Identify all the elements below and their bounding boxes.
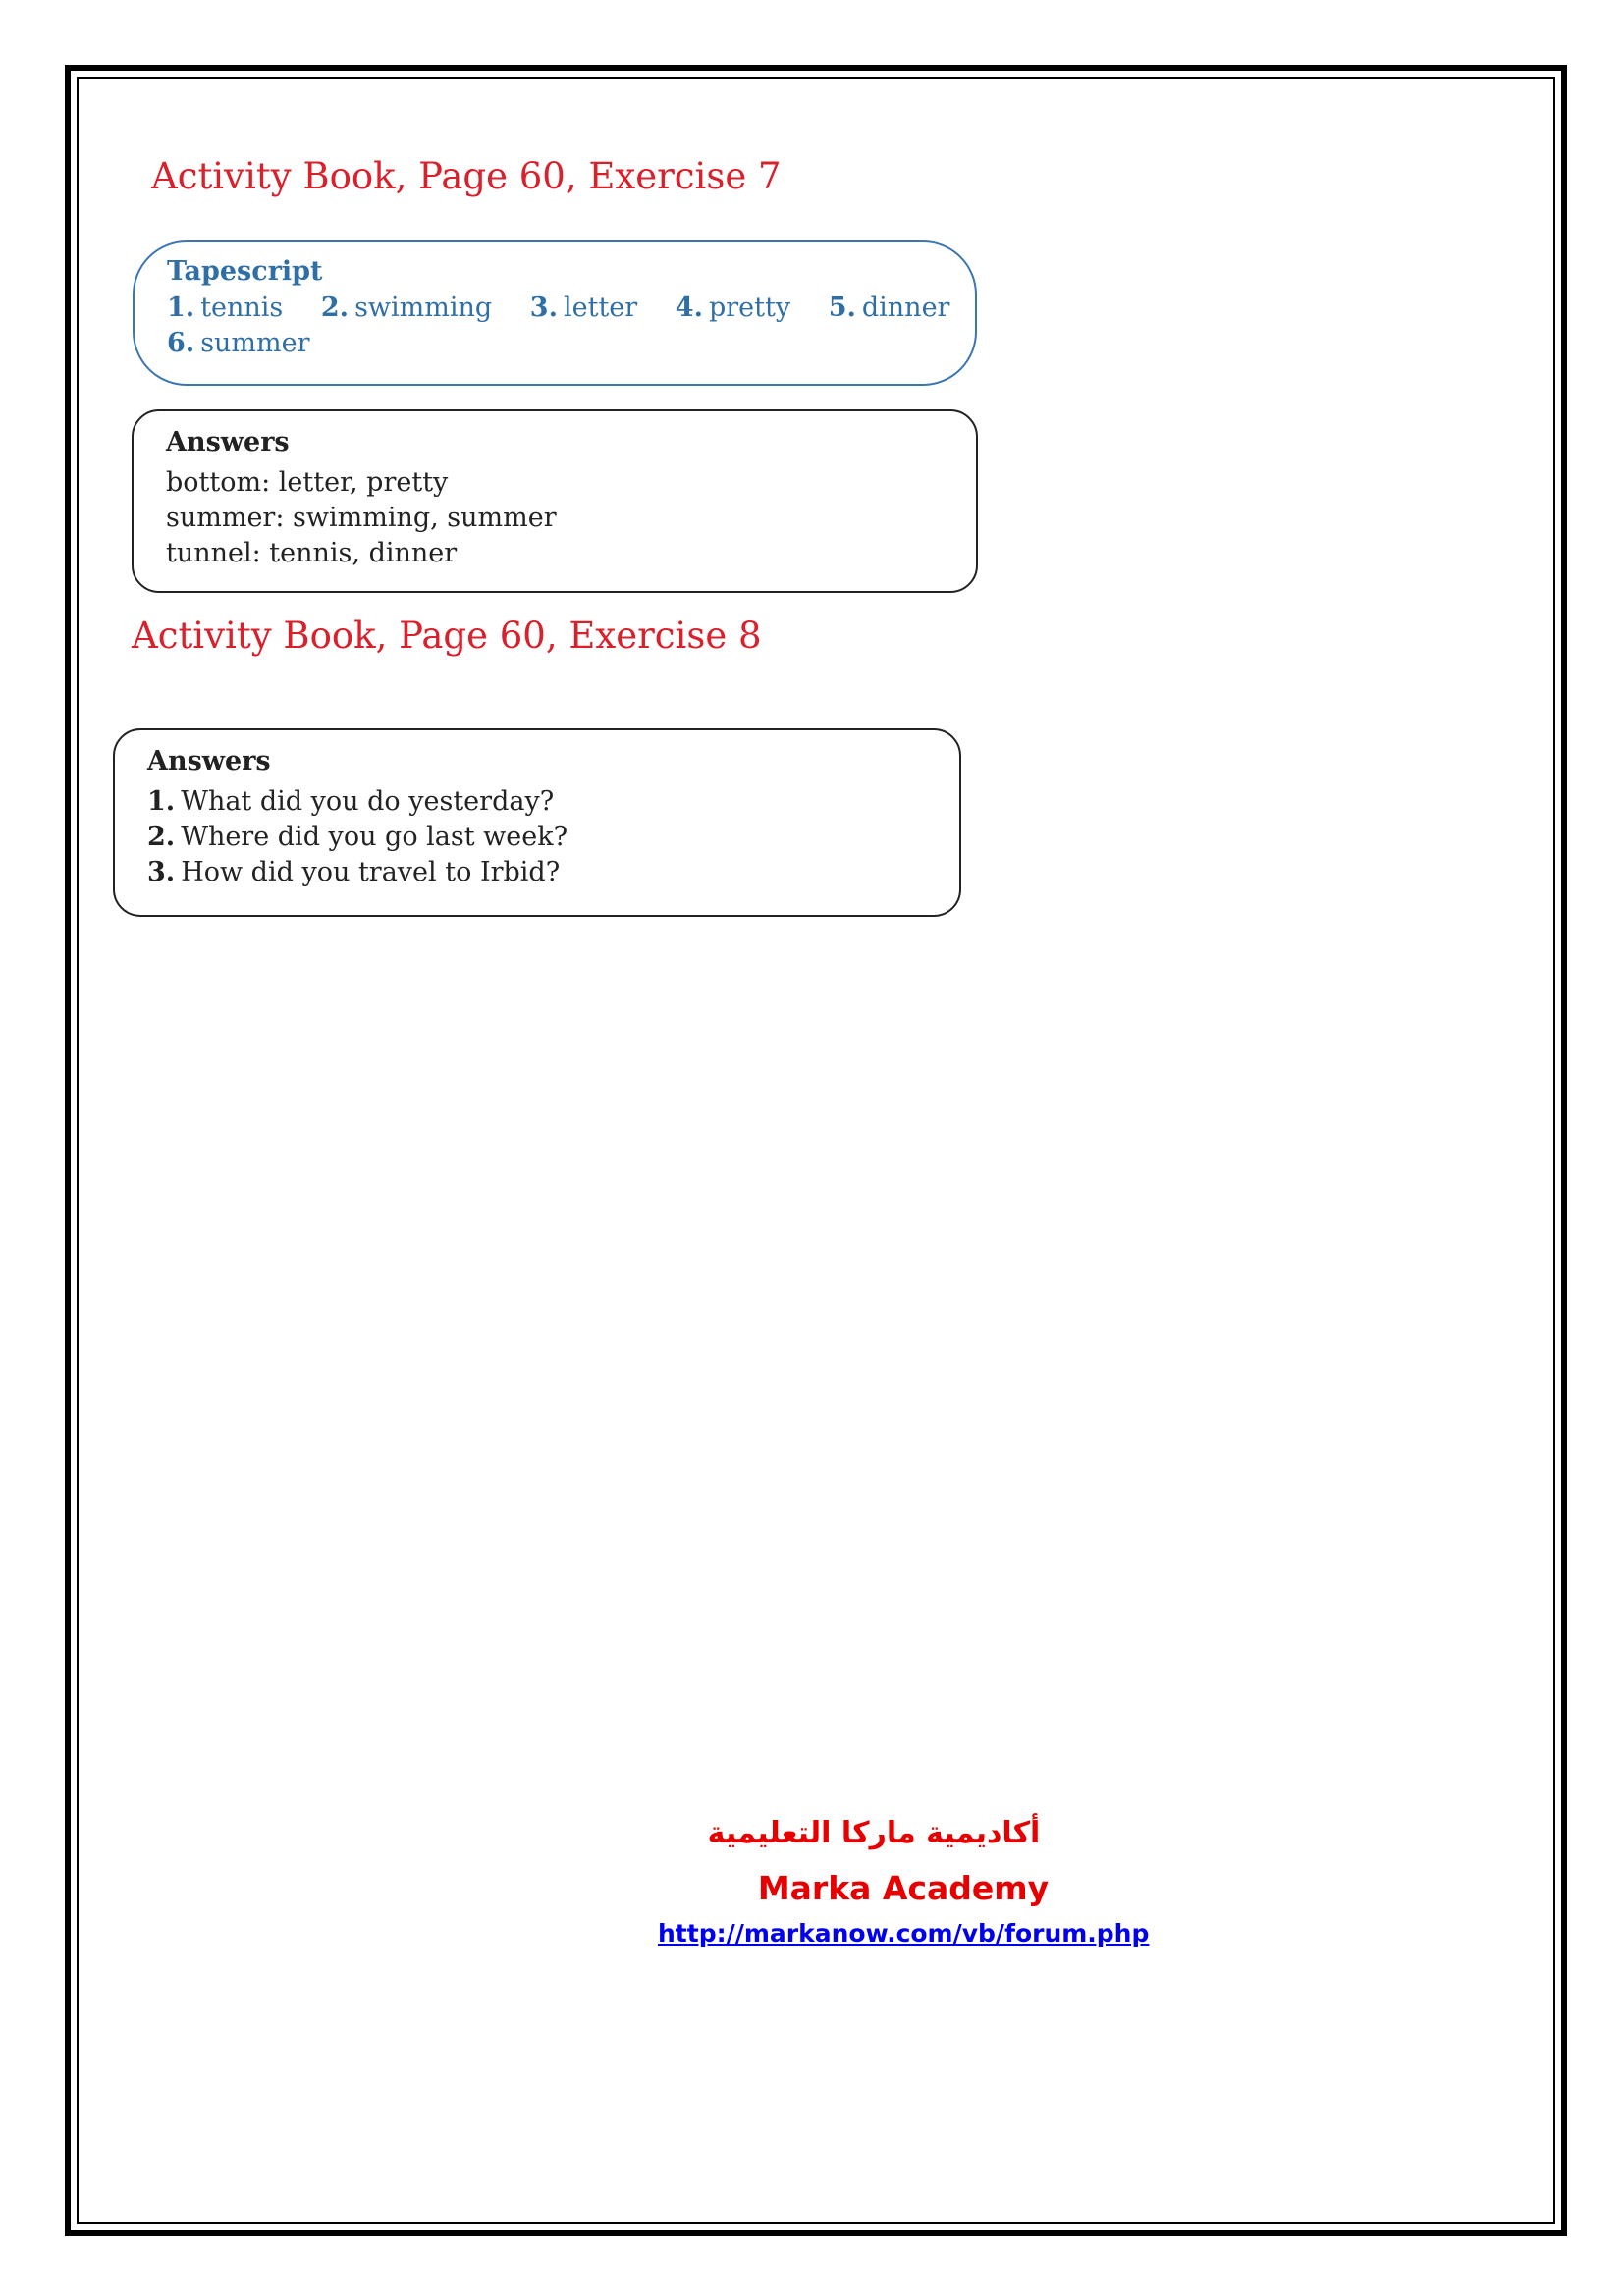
exercise-7-answers-box xyxy=(132,409,978,593)
answer-line: summer: swimming, summer xyxy=(166,503,557,533)
answer-line: 3. How did you travel to Irbid? xyxy=(147,857,561,887)
answers-title: Answers xyxy=(147,746,271,776)
tapescript-item: 6. summer xyxy=(167,328,310,358)
exercise-8-heading: Activity Book, Page 60, Exercise 8 xyxy=(132,614,762,657)
tapescript-line-2 xyxy=(167,326,975,361)
tapescript-box xyxy=(133,240,977,386)
tapescript-line-1 xyxy=(167,291,975,326)
tapescript-item: 2. swimming xyxy=(320,293,493,323)
answer-line: 2. Where did you go last week? xyxy=(147,822,568,852)
exercise-7-heading: Activity Book, Page 60, Exercise 7 xyxy=(151,155,782,197)
exercise-8-answers-box xyxy=(113,728,961,917)
tapescript-item: 5. dinner xyxy=(828,293,950,323)
answers-title: Answers xyxy=(166,427,290,457)
tapescript-item: 4. pretty xyxy=(675,293,791,323)
footer-arabic-name: أكاديمية ماركا التعليمية xyxy=(707,1816,1041,1850)
tapescript-title: Tapescript xyxy=(167,256,323,287)
tapescript-item: 3. letter xyxy=(529,293,638,323)
answer-line: tunnel: tennis, dinner xyxy=(166,538,458,568)
footer-english-name: Marka Academy xyxy=(757,1869,1050,1907)
answer-line: 1. What did you do yesterday? xyxy=(147,786,555,817)
answer-line: bottom: letter, pretty xyxy=(166,467,449,498)
forum-link[interactable]: http://markanow.com/vb/forum.php xyxy=(658,1919,1150,1948)
tapescript-item: 1. tennis xyxy=(167,293,284,323)
